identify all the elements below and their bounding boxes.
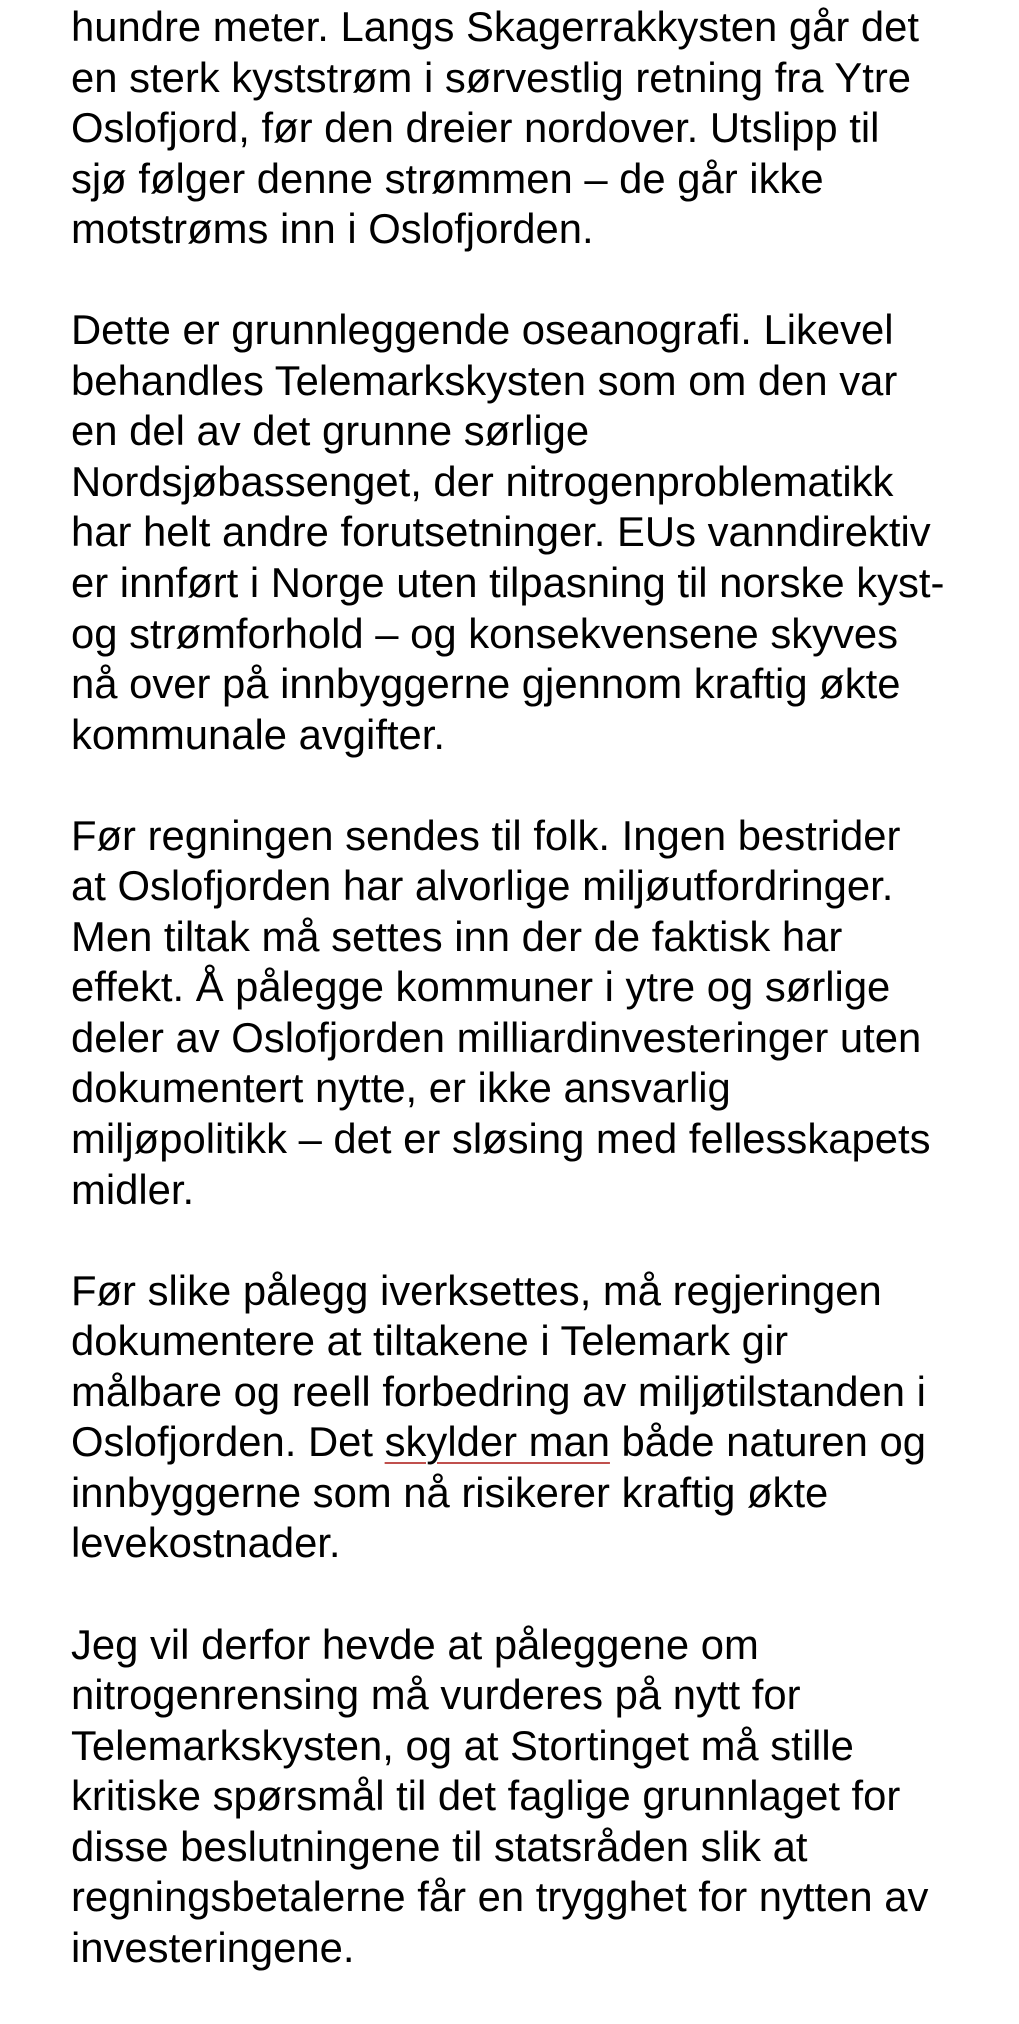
text-line: innbyggerne som nå risikerer kraftig økte xyxy=(71,1468,829,1516)
article-body xyxy=(71,2,971,2024)
text-line: dokumentere at tiltakene i Telemark gir xyxy=(71,1317,789,1365)
text-line: disse beslutningene til statsråden slik at xyxy=(71,1822,808,1870)
text-line: motstrøms inn i Oslofjorden. xyxy=(71,205,594,253)
text-line: en sterk kyststrøm i sørvestlig retning fra Ytre xyxy=(71,53,912,101)
text-line: dokumentert nytte, er ikke ansvarlig xyxy=(71,1064,731,1112)
text-line: har helt andre forutsetninger. EUs vanndirektiv xyxy=(71,508,931,556)
paragraph-2 xyxy=(71,305,971,760)
text-line: at Oslofjorden har alvorlige miljøutfordringer. xyxy=(71,862,894,910)
text-line: effekt. Å pålegge kommuner i ytre og sørlige xyxy=(71,963,891,1011)
text-line: investeringene. xyxy=(71,1923,355,1971)
text-line: miljøpolitikk – det er sløsing med fellesskapets xyxy=(71,1115,931,1163)
text-line: Før regningen sendes til folk. Ingen bestrider xyxy=(71,811,901,859)
text-line: nitrogenrensing må vurderes på nytt for xyxy=(71,1671,801,1719)
text-line: levekostnader. xyxy=(71,1519,341,1567)
text-line: er innført i Norge uten tilpasning til norske kyst- xyxy=(71,559,945,607)
text-line: en del av det grunne sørlige xyxy=(71,407,590,455)
text-line: midler. xyxy=(71,1165,195,1213)
text-segment: Oslofjorden. Det xyxy=(71,1418,385,1466)
text-line: regningsbetalerne får en trygghet for nytten av xyxy=(71,1873,929,1921)
text-line: Telemarkskysten, og at Stortinget må stille xyxy=(71,1721,854,1769)
text-line: behandles Telemarkskysten som om den var xyxy=(71,356,898,404)
paragraph-4 xyxy=(71,1266,971,1569)
text-line: kritiske spørsmål til det faglige grunnlaget for xyxy=(71,1772,901,1820)
text-line: Dette er grunnleggende oseanografi. Likevel xyxy=(71,306,894,354)
text-line: og strømforhold – og konsekvensene skyves xyxy=(71,609,899,657)
text-line: sjø følger denne strømmen – de går ikke xyxy=(71,154,824,202)
text-line-with-flagged-word xyxy=(71,1417,971,1468)
text-line: Men tiltak må settes inn der de faktisk har xyxy=(71,912,843,960)
text-line: Nordsjøbassenget, der nitrogenproblematikk xyxy=(71,457,894,505)
text-line: deler av Oslofjorden milliardinvesteringer uten xyxy=(71,1013,922,1061)
text-line: Før slike pålegg iverksettes, må regjeringen xyxy=(71,1266,882,1314)
paragraph-3 xyxy=(71,811,971,1215)
text-line: målbare og reell forbedring av miljøtilstanden i xyxy=(71,1367,926,1415)
text-line: nå over på innbyggerne gjennom kraftig økte xyxy=(71,660,901,708)
paragraph-5 xyxy=(71,1620,971,1974)
text-line: Jeg vil derfor hevde at påleggene om xyxy=(71,1620,759,1668)
text-segment: både naturen og xyxy=(609,1418,927,1466)
spellcheck-flagged-phrase[interactable]: skylder man xyxy=(384,1418,610,1466)
paragraph-1 xyxy=(71,2,971,255)
text-line: Oslofjord, før den dreier nordover. Utslipp til xyxy=(71,104,880,152)
text-line: kommunale avgifter. xyxy=(71,710,446,758)
text-line: hundre meter. Langs Skagerrakkysten går det xyxy=(71,3,920,50)
